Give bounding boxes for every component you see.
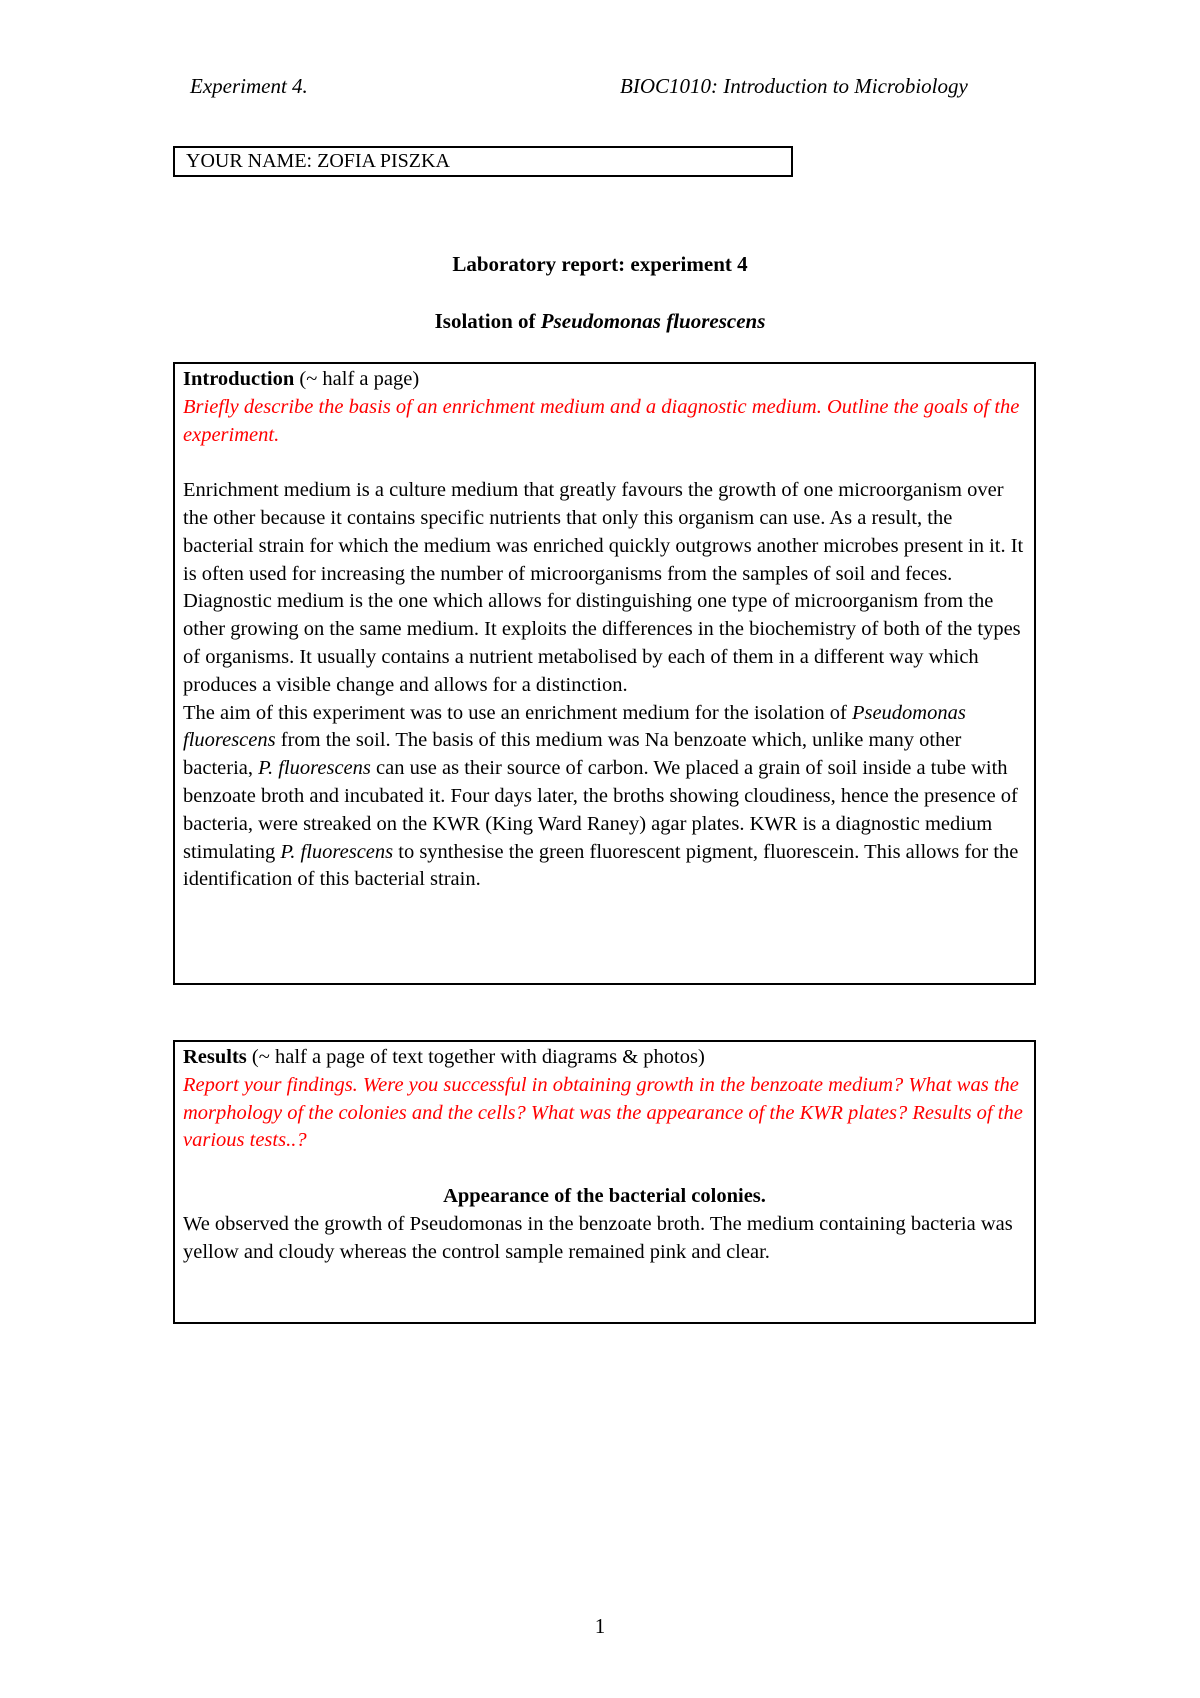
introduction-heading-line — [183, 366, 1026, 394]
spacer — [183, 1155, 1026, 1183]
header-experiment-label: Experiment 4. — [190, 74, 308, 98]
header-course-label: BIOC1010: Introduction to Microbiology — [620, 74, 968, 98]
results-prompt: Report your findings. Were you successful in obtaining growth in the benzoate medium? What was the morphology of the colonies and the cells? What was the appearance of the KWR plates? Results of the various tests..? — [183, 1073, 1023, 1152]
results-heading: Results — [183, 1046, 247, 1068]
aim-text-a: The aim of this experiment was to use an enrichment medium for the isolation of — [183, 701, 852, 724]
subtitle-prefix: Isolation of — [434, 309, 541, 333]
aim-species-3: P. fluorescens — [280, 840, 394, 863]
aim-text-c: from the soil. The basis of this medium was Na benzoate which, unlike many other bacteria, — [183, 729, 962, 780]
introduction-section — [173, 362, 1036, 985]
introduction-heading: Introduction — [183, 368, 295, 390]
spacer — [183, 449, 1026, 477]
aim-text-e: can use as their source of carbon. We placed a grain of soil inside a tube with benzoate broth and incubated it. Four days later, the broths showing cloudiness, hence the presence of bacteria, were streaked on the KWR (King Ward Raney) agar plates. KWR is a diagnostic medium stimulating — [183, 757, 1018, 863]
report-subtitle — [0, 307, 1200, 335]
results-paragraph: We observed the growth of Pseudomonas in the benzoate broth. The medium containing bacteria was yellow and cloudy whereas the control sample remained pink and clear. — [183, 1212, 1013, 1263]
introduction-prompt: Briefly describe the basis of an enrichment medium and a diagnostic medium. Outline the goals of the experiment. — [183, 395, 1020, 446]
aim-species-1: Pseudomonas fluorescens — [183, 701, 966, 752]
aim-text-g: to synthesise the green fluorescent pigment, fluorescein. This allows for the identification of this bacterial strain. — [183, 840, 1019, 891]
student-name-box: YOUR NAME: ZOFIA PISZKA — [173, 146, 793, 177]
results-heading-note: (~ half a page of text together with diagrams & photos) — [246, 1046, 705, 1068]
page-number: 1 — [594, 1614, 606, 1638]
results-section — [173, 1040, 1036, 1324]
aim-species-2: P. fluorescens — [258, 757, 371, 780]
introduction-paragraph-diagnostic: Diagnostic medium is the one which allows for distinguishing one type of microorganism from the other growing on the same medium. It exploits the differences in the biochemistry of both of the types of organisms. It usually contains a nutrient metabolised by each of them in a different way which produces a visible change and allows for a distinction. — [183, 590, 1021, 696]
results-heading-line — [183, 1044, 1026, 1072]
subtitle-species: Pseudomonas fluorescens — [540, 309, 766, 333]
introduction-paragraph-enrichment: Enrichment medium is a culture medium that greatly favours the growth of one microorganism over the other because it contains specific nutrients that only this organism can use. As a result, the bacterial strain for which the medium was enriched quickly outgrows another microbes present in it. It is often used for increasing the number of microorganisms from the samples of soil and feces. — [183, 479, 1024, 585]
results-subheading: Appearance of the bacterial colonies. — [443, 1184, 766, 1207]
introduction-paragraph-aim — [183, 700, 1026, 895]
introduction-heading-note: (~ half a page) — [294, 368, 420, 390]
report-title: Laboratory report: experiment 4 — [452, 252, 748, 276]
